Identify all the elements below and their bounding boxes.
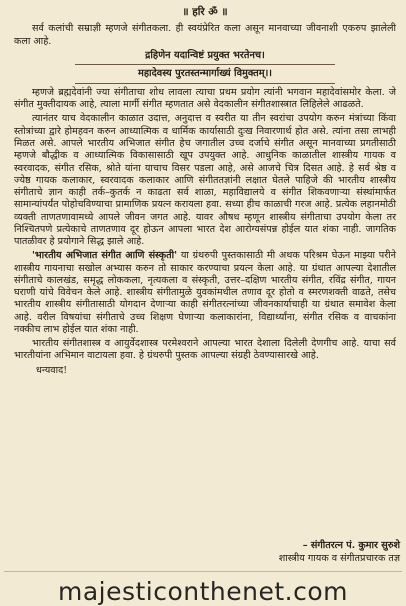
paragraph-2: त्यानंतर याच वेदकालीन काळात उदात्त, अनुदात्त व स्वरीत या तीन स्वरांचा उपयोग करुन मंत्रांच्या किंवा स्तोत्रांच्या द्वारे होमहवन करुन आध्यात्मिक व धार्मिक कार्यासाठी दुःख निवारणार्थ होत असे. त्यांना तसा लाभही मिळत असे. आपले भारतीय अभिजात संगीत हेच जगातील उच्च दर्जाचे संगीत असून मानवाच्या प्रगतीसाठी म्हणजे बौद्धीक व आध्यात्मिक विकासासाठी खूप उपयुक्त आहे. आधुनिक काळातील शास्त्रीय गायक व स्वरवादक, संगीत रसिक, श्रोते यांना याचाच विसर पडला आहे, असे आजचे चित्र दिसत आहे. हे सर्व श्रेष्ठ व ज्येष्ठ गायक कलाकार, स्वरवादक कलाकार आणि संगीततज्ञांनी लक्षात घेतले पाहिजे की भारतीय शास्त्रीय संगीताचे ज्ञान काही तर्क–कुतर्क न काढता सर्व शाळा, महाविद्यालये व संगीत शिकवणाऱ्या संस्थांमार्फत सामान्यांपर्यंत पोहोचविण्याचा प्रामाणिक प्रयत्न करायला हवा. सध्या हीच काळाची गरज आहे. प्रत्येक लहानमोठी व्यक्ती ताणतणावामध्ये आपले जीवन जगत आहे. यावर औषध म्हणून शास्त्रीय संगीताचा उपयोग केला तर निश्चितपणे प्रत्येकाचे ताणतणाव दूर होऊन आपला भारत देश आरोग्यसंपन्न होईल यात शंका नाही. जागतिक पातळीवर हे प्रयोगाने सिद्ध झाले आहे. <box>14 113 396 248</box>
signature-name: – संगीतरत्न पं. कुमार सुरुशे <box>302 540 400 551</box>
footer-divider <box>4 571 402 572</box>
signature-block <box>279 538 400 564</box>
page-header: ॥ हरि ॐ ॥ <box>182 6 228 18</box>
shloka-line-2: महादेवस्य पुरतस्तन्मार्गाख्यं विमुक्तम्।। <box>137 68 273 80</box>
intro-paragraph: सर्व कलांची सम्राज्ञी म्हणजे संगीतकला. ही स्वयंप्रेरित कला असून मानवाच्या जीवनाशी एकरुप झालेली कला आहे. <box>14 23 396 47</box>
shloka-divider <box>75 64 335 65</box>
last-paragraph: भारतीय संगीतशास्त्र व आयुर्वेदशास्त्र परमेश्वराने आपल्या भारत देशाला दिलेली देणगीच आहे. याचा सर्व भारतीयांना अभिमान वाटायला हवा. हे ग्रंथरुपी पुस्तक आपल्या संग्रही ठेवण्यासारखे आहे. <box>14 338 396 362</box>
thanks-text: धन्यवाद! <box>36 364 68 376</box>
signature-role: शास्त्रीय गायक व संगीतप्रचारक तज्ञ <box>278 553 400 564</box>
paragraph-1: म्हणजे ब्रह्मदेवांनी ज्या संगीताचा शोध लावला त्याचा प्रथम प्रयोग त्यांनी भगवान महादेवांसमोर केला. जे संगीत मुक्तीदायक आहे, त्याला मार्गी संगीत म्हणतात असे वेदकालीन संगीतशास्त्रात लिहिलेले आढळते. <box>14 86 396 111</box>
shloka-divider-2 <box>75 83 335 84</box>
book-paragraph <box>14 250 396 336</box>
book-paragraph-text: या ग्रंथरुपी पुस्तकासाठी मी अथक परिश्रम घेऊन माझ्या परीने शास्त्रीय गायनाचा सखोल अभ्यास करुन तो साकार करण्याचा प्रयत्न केला आहे. या ग्रंथात आपल्या देशातील संगीताचे कालखंड, समृद्ध लोककला, नृत्यकला व संस्कृती, उत्तर–दक्षिण भारतीय संगीत, रविंद्र संगीत, गायन घराणी यांचे विवेचन केले आहे. शास्त्रीय संगीतामुळे युवकांमधील तणाव दूर होतो व स्मरणशक्ती वाढते, तसेच भारतीय शास्त्रीय संगीतासाठी योगदान देणाऱ्या काही संगीतरत्नांच्या जीवनकार्याचाही या ग्रंथात समावेश केला आहे. वरील विषयांचा संगीताचे उच्च शिक्षण घेणाऱ्या कलाकारांना, विद्यार्थ्यांना, संगीत रसिक व वाचकांना नक्कीच लाभ होईल यात शंका नाही. <box>14 250 396 335</box>
book-title: 'भारतीय अभिजात संगीत आणि संस्कृती' <box>32 250 178 262</box>
watermark: majesticonthenet.com <box>57 577 349 606</box>
shloka-line-1: द्रहिणेन यदान्विष्टं प्रयुक्त भरतेनच। <box>145 49 265 61</box>
book-page <box>14 6 396 600</box>
